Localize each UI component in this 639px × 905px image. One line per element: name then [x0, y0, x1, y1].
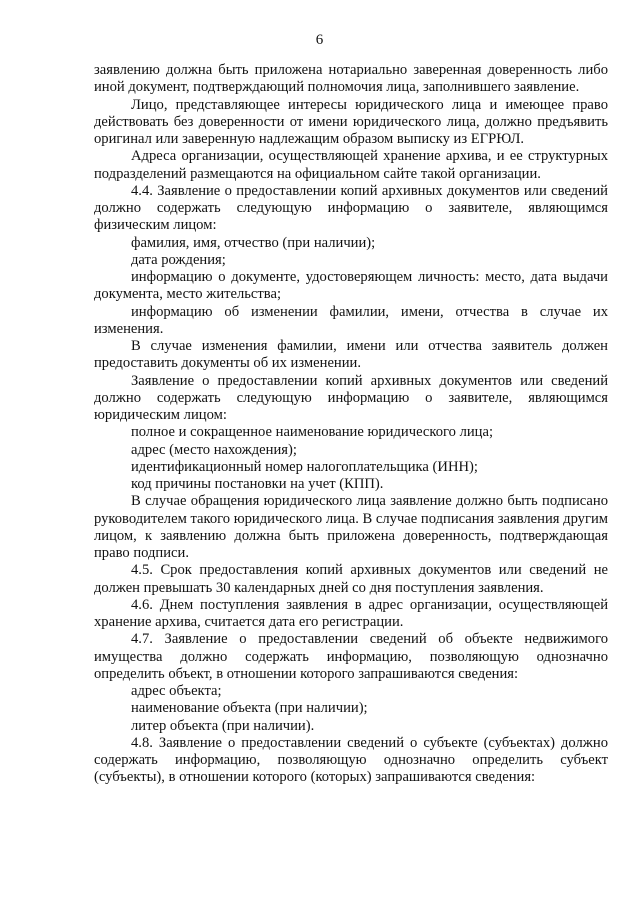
list-item-kpp: код причины постановки на учет (КПП). — [131, 476, 384, 492]
list-item-birth-date: дата рождения; — [131, 251, 226, 268]
paragraph-name-change-documents: В случае изменения фамилии, имени или отчества заявитель должен предоставить документы об их изменении. — [94, 338, 608, 372]
list-item-entity-name: полное и сокращенное наименование юридического лица; — [131, 424, 494, 441]
list-item-entity-address: адрес (место нахождения); — [131, 441, 297, 458]
paragraph-archive-addresses: Адреса организации, осуществляющей хранение архива, и ее структурных подразделений размещаются на официальном сайте такой организации. — [94, 148, 608, 182]
paragraph-signature-requirement: В случае обращения юридического лица заявление должно быть подписано руководителем такого юридического лица. В случае подписания заявления другим лицом, к заявлению должна быть приложена доверенность, подтверждающая право подписи. — [94, 493, 608, 561]
paragraph-4-8: 4.8. Заявление о предоставлении сведений о субъекте (субъектах) должно содержать информацию, позволяющую однозначно определить субъект (субъекты), в отношении которого (которых) запрашиваются сведения: — [94, 734, 608, 786]
paragraph-4-5: 4.5. Срок предоставления копий архивных документов или сведений не должен превышать 30 календарных дней со дня поступления заявления. — [94, 562, 608, 596]
page-number: 6 — [315, 32, 324, 48]
list-item-object-liter: литер объекта (при наличии). — [131, 717, 315, 734]
list-item-name-change-info: информацию об изменении фамилии, имени, отчества в случае их изменения. — [94, 303, 608, 337]
document-body — [94, 62, 608, 787]
paragraph-4-4: 4.4. Заявление о предоставлении копий архивных документов или сведений должно содержать следующую информацию о заявителе, являющимся физическим лицом: — [94, 182, 608, 234]
list-item-identity-document: информацию о документе, удостоверяющем личность: место, дата выдачи документа, место жительства; — [94, 269, 608, 303]
list-item-object-name: наименование объекта (при наличии); — [131, 700, 368, 717]
paragraph-4-7: 4.7. Заявление о предоставлении сведений об объекте недвижимого имущества должно содержать информацию, позволяющую однозначно определить объект, в отношении которого запрашиваются сведения: — [94, 631, 608, 682]
list-item-object-address: адрес объекта; — [131, 683, 222, 699]
paragraph-legal-entity-representative: Лицо, представляющее интересы юридического лица и имеющее право действовать без доверенности от имени юридического лица, должно предъявить оригинал или заверенную надлежащим образом выписку из ЕГРЮЛ. — [94, 96, 608, 147]
paragraph-4-6: 4.6. Днем поступления заявления в адрес организации, осуществляющей хранение архива, считается дата его регистрации. — [94, 596, 608, 630]
list-item-inn: идентификационный номер налогоплательщика (ИНН); — [131, 458, 478, 475]
list-item-full-name: фамилия, имя, отчество (при наличии); — [131, 234, 376, 251]
paragraph-notarized-power-of-attorney: заявлению должна быть приложена нотариально заверенная доверенность либо иной документ, подтверждающий полномочия лица, заполнившего заявление. — [94, 62, 608, 96]
paragraph-legal-entity-application: Заявление о предоставлении копий архивных документов или сведений должно содержать следующую информацию о заявителе, являющимся юридическим лицом: — [94, 372, 608, 423]
